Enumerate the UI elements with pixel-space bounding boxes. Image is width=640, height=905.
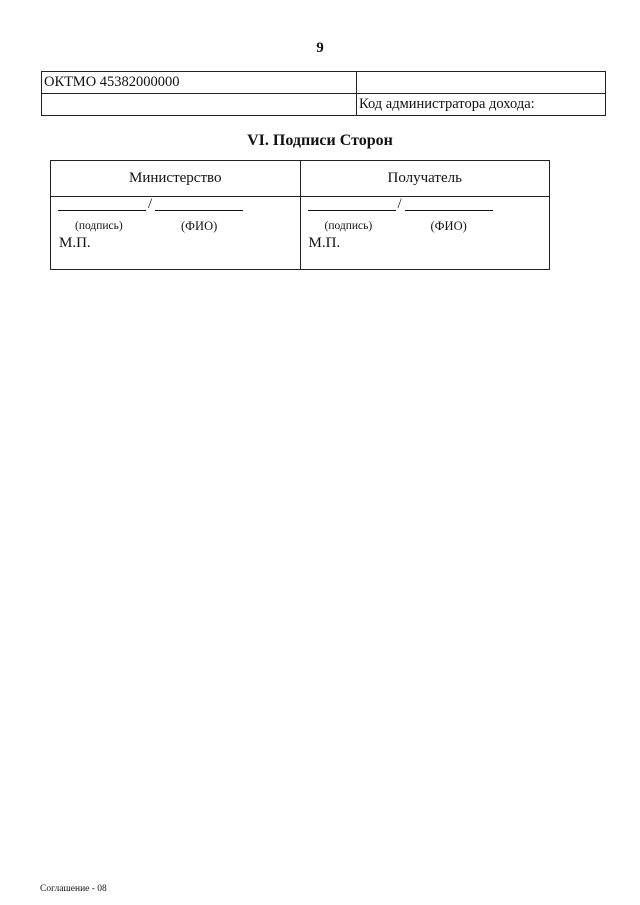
- table-row: [51, 197, 550, 270]
- section-title: VI. Подписи Сторон: [247, 132, 393, 149]
- footer-text: Соглашение - 08: [40, 884, 107, 894]
- recipient-header: Получатель: [300, 161, 550, 197]
- separator-slash: /: [397, 196, 402, 212]
- page-number: 9: [316, 40, 324, 56]
- signature-caption: (подпись): [324, 220, 373, 232]
- table-row: [42, 94, 606, 116]
- budget-info-table: [41, 71, 606, 116]
- table-header-row: [51, 161, 550, 197]
- separator-slash: /: [148, 196, 153, 212]
- signature-caption: (подпись): [75, 220, 123, 232]
- income-admin-code-cell: Код администратора дохода:: [357, 94, 606, 116]
- fio-caption: (ФИО): [181, 219, 218, 233]
- fio-line: [405, 210, 493, 211]
- fio-caption: (ФИО): [430, 219, 467, 233]
- recipient-signature-cell: [300, 197, 550, 270]
- signature-line: [58, 210, 146, 211]
- empty-cell: [42, 94, 357, 116]
- seal-label: М.П.: [59, 235, 91, 251]
- signature-line: [308, 210, 396, 211]
- ministry-signature-cell: [51, 197, 301, 270]
- oktmo-cell: ОКТМО 45382000000: [42, 72, 357, 94]
- table-row: [42, 72, 606, 94]
- signatures-table: [50, 160, 550, 270]
- ministry-header: Министерство: [51, 161, 301, 197]
- seal-label: М.П.: [308, 235, 341, 251]
- fio-line: [155, 210, 243, 211]
- empty-cell: [357, 72, 606, 94]
